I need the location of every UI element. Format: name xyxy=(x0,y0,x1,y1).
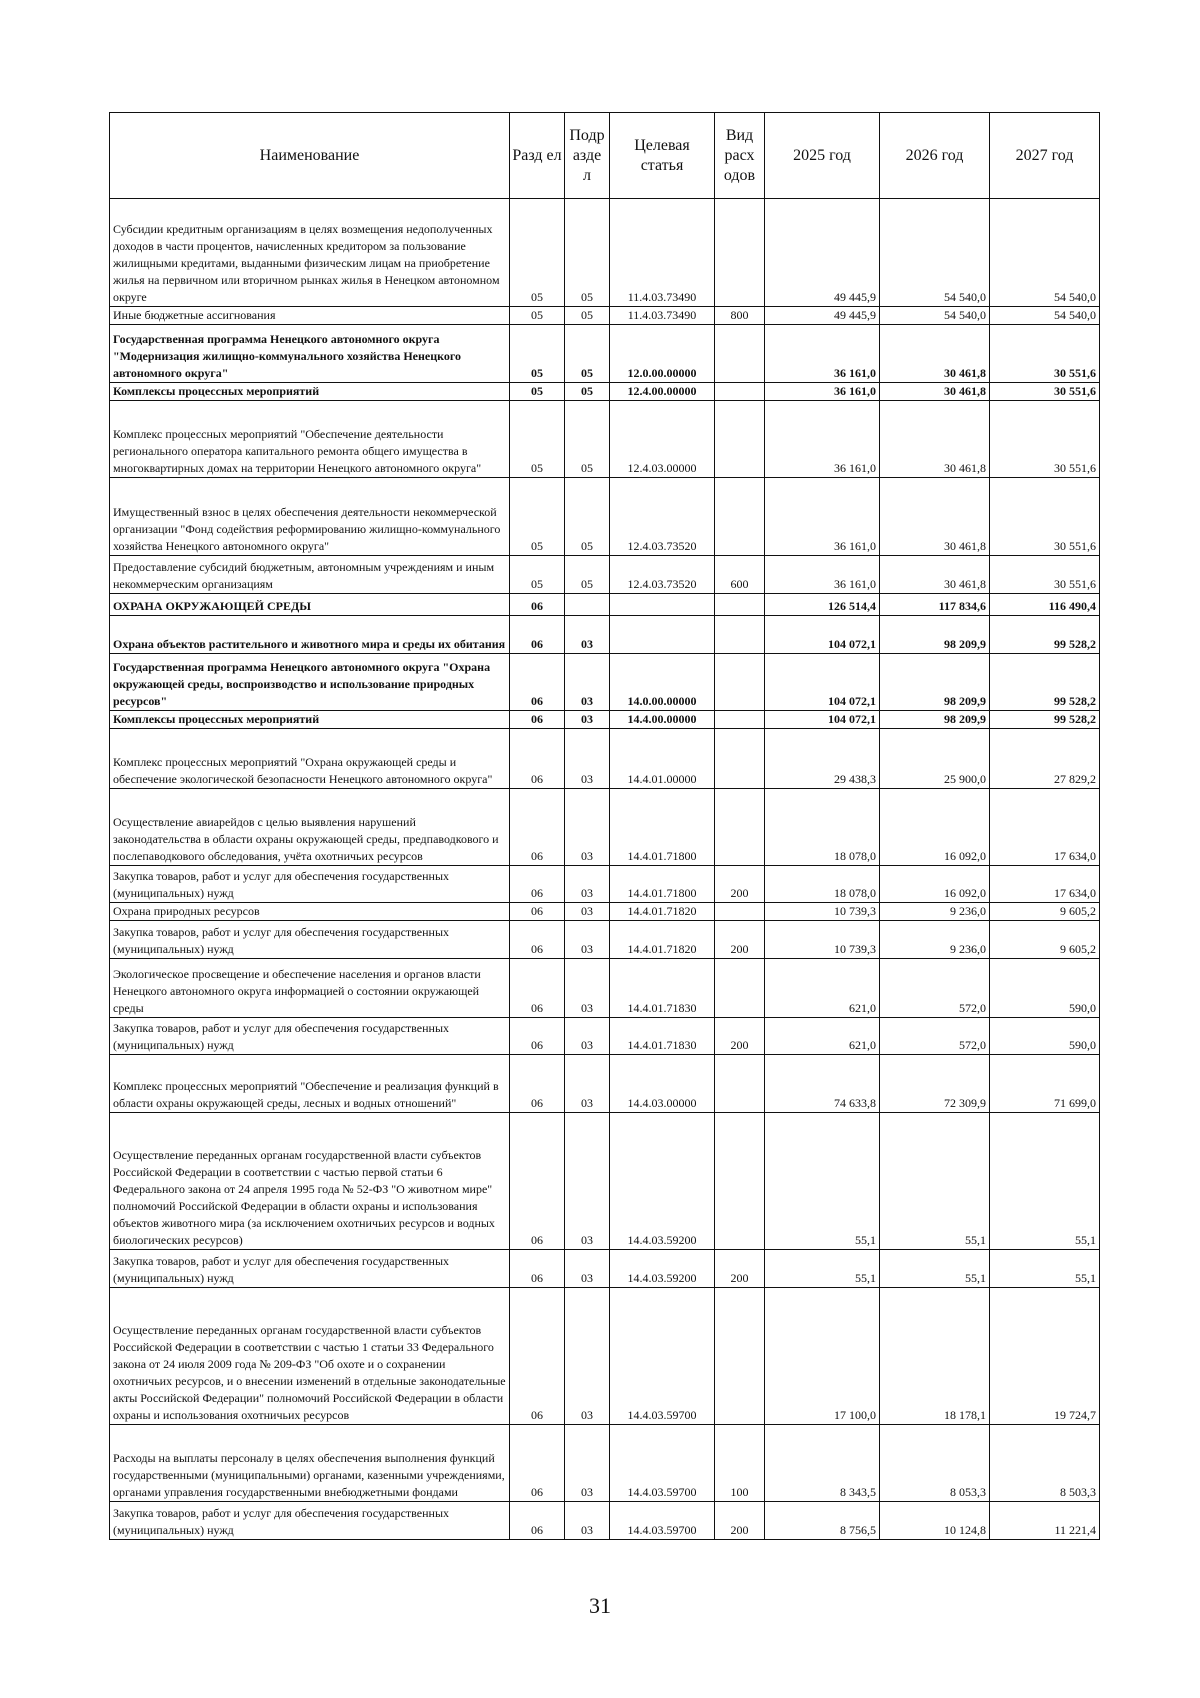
cell-name: Закупка товаров, работ и услуг для обеспечения государственных (муниципальных) нужд xyxy=(110,921,510,959)
cell-2025: 36 161,0 xyxy=(765,478,880,556)
cell-subsection: 05 xyxy=(565,307,610,325)
cell-2027: 30 551,6 xyxy=(990,556,1100,594)
cell-target: 14.4.00.00000 xyxy=(610,711,715,729)
cell-2027: 8 503,3 xyxy=(990,1425,1100,1502)
cell-subsection: 03 xyxy=(565,616,610,654)
cell-target: 14.4.01.71830 xyxy=(610,1018,715,1055)
cell-name: Охрана объектов растительного и животного мира и среды их обитания xyxy=(110,616,510,654)
cell-subsection: 03 xyxy=(565,711,610,729)
cell-2025: 49 445,9 xyxy=(765,307,880,325)
header-section: Разд ел xyxy=(510,113,565,199)
cell-expense-type xyxy=(715,729,765,789)
cell-expense-type xyxy=(715,199,765,307)
budget-table xyxy=(109,112,1100,1540)
cell-2027: 590,0 xyxy=(990,1018,1100,1055)
table-row xyxy=(110,383,1100,401)
cell-subsection: 03 xyxy=(565,1018,610,1055)
table-row xyxy=(110,903,1100,921)
cell-2026: 30 461,8 xyxy=(880,556,990,594)
cell-target: 14.4.03.00000 xyxy=(610,1055,715,1113)
table-row xyxy=(110,1055,1100,1113)
cell-2026: 10 124,8 xyxy=(880,1502,990,1540)
cell-2027: 30 551,6 xyxy=(990,401,1100,478)
cell-2026: 54 540,0 xyxy=(880,199,990,307)
cell-2025: 10 739,3 xyxy=(765,921,880,959)
cell-target: 12.4.03.73520 xyxy=(610,478,715,556)
cell-subsection: 05 xyxy=(565,556,610,594)
cell-expense-type xyxy=(715,903,765,921)
header-expense-type: Вид расх одов xyxy=(715,113,765,199)
cell-2025: 621,0 xyxy=(765,1018,880,1055)
cell-name: Закупка товаров, работ и услуг для обеспечения государственных (муниципальных) нужд xyxy=(110,1018,510,1055)
cell-subsection: 03 xyxy=(565,1425,610,1502)
cell-expense-type xyxy=(715,478,765,556)
cell-2027: 590,0 xyxy=(990,959,1100,1018)
cell-expense-type xyxy=(715,1113,765,1250)
cell-expense-type: 200 xyxy=(715,1250,765,1288)
cell-target: 14.4.03.59200 xyxy=(610,1250,715,1288)
cell-target: 14.0.00.00000 xyxy=(610,654,715,711)
cell-2027: 30 551,6 xyxy=(990,325,1100,383)
cell-section: 05 xyxy=(510,307,565,325)
cell-2025: 10 739,3 xyxy=(765,903,880,921)
cell-2027: 17 634,0 xyxy=(990,866,1100,903)
cell-subsection: 03 xyxy=(565,789,610,866)
table-row xyxy=(110,616,1100,654)
cell-expense-type: 100 xyxy=(715,1425,765,1502)
cell-section: 06 xyxy=(510,594,565,616)
cell-section: 06 xyxy=(510,1425,565,1502)
cell-name: Закупка товаров, работ и услуг для обеспечения государственных (муниципальных) нужд xyxy=(110,866,510,903)
cell-target: 14.4.03.59700 xyxy=(610,1502,715,1540)
cell-section: 05 xyxy=(510,556,565,594)
cell-target: 12.4.03.73520 xyxy=(610,556,715,594)
cell-subsection: 05 xyxy=(565,383,610,401)
cell-2025: 55,1 xyxy=(765,1113,880,1250)
cell-section: 05 xyxy=(510,199,565,307)
cell-expense-type: 200 xyxy=(715,1502,765,1540)
cell-name: Предоставление субсидий бюджетным, автономным учреждениям и иным некоммерческим организациям xyxy=(110,556,510,594)
cell-section: 06 xyxy=(510,711,565,729)
cell-2027: 55,1 xyxy=(990,1113,1100,1250)
cell-expense-type: 200 xyxy=(715,1018,765,1055)
header-2025: 2025 год xyxy=(765,113,880,199)
cell-subsection: 03 xyxy=(565,959,610,1018)
cell-section: 06 xyxy=(510,729,565,789)
cell-target: 11.4.03.73490 xyxy=(610,307,715,325)
cell-subsection: 03 xyxy=(565,1250,610,1288)
header-subsection: Подр азде л xyxy=(565,113,610,199)
cell-section: 06 xyxy=(510,616,565,654)
cell-2026: 98 209,9 xyxy=(880,711,990,729)
cell-2025: 36 161,0 xyxy=(765,383,880,401)
cell-2025: 104 072,1 xyxy=(765,616,880,654)
cell-2025: 8 756,5 xyxy=(765,1502,880,1540)
table-row xyxy=(110,401,1100,478)
cell-2027: 54 540,0 xyxy=(990,199,1100,307)
cell-2026: 55,1 xyxy=(880,1113,990,1250)
cell-2027: 99 528,2 xyxy=(990,616,1100,654)
cell-expense-type xyxy=(715,1055,765,1113)
cell-section: 06 xyxy=(510,1502,565,1540)
cell-2025: 17 100,0 xyxy=(765,1288,880,1425)
header-2026: 2026 год xyxy=(880,113,990,199)
cell-target: 11.4.03.73490 xyxy=(610,199,715,307)
cell-2027: 19 724,7 xyxy=(990,1288,1100,1425)
cell-name: Имущественный взнос в целях обеспечения деятельности некоммерческой организации "Фонд содействия реформированию жилищно-коммунального хозяйства Ненецкого автономного округа" xyxy=(110,478,510,556)
header-2027: 2027 год xyxy=(990,113,1100,199)
cell-2027: 99 528,2 xyxy=(990,711,1100,729)
cell-name: Экологическое просвещение и обеспечение населения и органов власти Ненецкого автономного округа информацией о состоянии окружающей среды xyxy=(110,959,510,1018)
cell-subsection: 03 xyxy=(565,866,610,903)
cell-2027: 27 829,2 xyxy=(990,729,1100,789)
cell-name: Осуществление переданных органам государственной власти субъектов Российской Федерации в соответствии с частью 1 статьи 33 Федерального закона от 24 июля 2009 года № 209-ФЗ "Об охоте и о сохранении охотничьих ресурсов, и о внесении изменений в отдельные законодательные акты Российской Федерации" полномочий Российской Федерации в области охраны и использования охотничьих ресурсов xyxy=(110,1288,510,1425)
cell-2027: 116 490,4 xyxy=(990,594,1100,616)
cell-2026: 30 461,8 xyxy=(880,401,990,478)
cell-2026: 8 053,3 xyxy=(880,1425,990,1502)
table-row xyxy=(110,325,1100,383)
cell-target: 14.4.01.71800 xyxy=(610,866,715,903)
cell-2027: 99 528,2 xyxy=(990,654,1100,711)
cell-expense-type: 200 xyxy=(715,866,765,903)
cell-subsection: 03 xyxy=(565,654,610,711)
cell-2026: 16 092,0 xyxy=(880,789,990,866)
cell-expense-type xyxy=(715,654,765,711)
cell-2025: 18 078,0 xyxy=(765,789,880,866)
cell-section: 06 xyxy=(510,1250,565,1288)
cell-target: 12.4.00.00000 xyxy=(610,383,715,401)
cell-subsection: 03 xyxy=(565,921,610,959)
table-row xyxy=(110,594,1100,616)
cell-name: Осуществление авиарейдов с целью выявления нарушений законодательства в области охраны окружающей среды, предпаводкового и послепаводкового обследования, учёта охотничьих ресурсов xyxy=(110,789,510,866)
cell-2025: 18 078,0 xyxy=(765,866,880,903)
cell-target xyxy=(610,616,715,654)
cell-section: 06 xyxy=(510,903,565,921)
cell-expense-type xyxy=(715,711,765,729)
cell-expense-type xyxy=(715,959,765,1018)
table-row xyxy=(110,1250,1100,1288)
cell-2026: 9 236,0 xyxy=(880,921,990,959)
table-row xyxy=(110,556,1100,594)
cell-2025: 36 161,0 xyxy=(765,325,880,383)
cell-target xyxy=(610,594,715,616)
cell-2026: 30 461,8 xyxy=(880,383,990,401)
cell-target: 12.0.00.00000 xyxy=(610,325,715,383)
cell-expense-type: 600 xyxy=(715,556,765,594)
cell-2025: 74 633,8 xyxy=(765,1055,880,1113)
cell-target: 14.4.03.59700 xyxy=(610,1288,715,1425)
table-row xyxy=(110,1502,1100,1540)
cell-section: 06 xyxy=(510,959,565,1018)
cell-expense-type xyxy=(715,789,765,866)
cell-target: 14.4.01.71830 xyxy=(610,959,715,1018)
cell-section: 06 xyxy=(510,866,565,903)
cell-section: 05 xyxy=(510,325,565,383)
cell-2025: 55,1 xyxy=(765,1250,880,1288)
page-number: 31 xyxy=(589,1593,611,1618)
cell-section: 06 xyxy=(510,921,565,959)
table-row xyxy=(110,654,1100,711)
cell-expense-type xyxy=(715,616,765,654)
cell-subsection: 03 xyxy=(565,1113,610,1250)
cell-2027: 9 605,2 xyxy=(990,903,1100,921)
cell-target: 14.4.01.00000 xyxy=(610,729,715,789)
cell-section: 06 xyxy=(510,789,565,866)
cell-2026: 72 309,9 xyxy=(880,1055,990,1113)
cell-target: 14.4.01.71820 xyxy=(610,903,715,921)
header-target: Целевая статья xyxy=(610,113,715,199)
table-row xyxy=(110,199,1100,307)
cell-name: Субсидии кредитным организациям в целях возмещения недополученных доходов в части процентов, начисленных кредитором за пользование жилищными кредитами, выданными физическим лицам на приобретение жилья на первичном или вторичном рынках жилья в Ненецком автономном округе xyxy=(110,199,510,307)
cell-2026: 98 209,9 xyxy=(880,616,990,654)
cell-2025: 621,0 xyxy=(765,959,880,1018)
cell-name: Комплекс процессных мероприятий "Обеспечение деятельности регионального оператора капитального ремонта общего имущества в многоквартирных домах на территории Ненецкого автономного округа" xyxy=(110,401,510,478)
cell-subsection: 05 xyxy=(565,478,610,556)
cell-2026: 572,0 xyxy=(880,959,990,1018)
cell-subsection: 05 xyxy=(565,199,610,307)
cell-2026: 30 461,8 xyxy=(880,325,990,383)
cell-2026: 572,0 xyxy=(880,1018,990,1055)
cell-2026: 54 540,0 xyxy=(880,307,990,325)
cell-name: Комплекс процессных мероприятий "Охрана окружающей среды и обеспечение экологической безопасности Ненецкого автономного округа" xyxy=(110,729,510,789)
cell-2026: 9 236,0 xyxy=(880,903,990,921)
cell-subsection: 05 xyxy=(565,401,610,478)
cell-2027: 71 699,0 xyxy=(990,1055,1100,1113)
cell-2027: 17 634,0 xyxy=(990,789,1100,866)
cell-expense-type: 200 xyxy=(715,921,765,959)
cell-2026: 18 178,1 xyxy=(880,1288,990,1425)
cell-2027: 54 540,0 xyxy=(990,307,1100,325)
cell-2025: 36 161,0 xyxy=(765,401,880,478)
cell-subsection: 03 xyxy=(565,1055,610,1113)
cell-section: 05 xyxy=(510,401,565,478)
cell-2027: 30 551,6 xyxy=(990,383,1100,401)
cell-2025: 36 161,0 xyxy=(765,556,880,594)
cell-2026: 55,1 xyxy=(880,1250,990,1288)
cell-2027: 11 221,4 xyxy=(990,1502,1100,1540)
cell-2026: 16 092,0 xyxy=(880,866,990,903)
cell-2025: 104 072,1 xyxy=(765,711,880,729)
cell-expense-type xyxy=(715,1288,765,1425)
cell-2025: 8 343,5 xyxy=(765,1425,880,1502)
cell-subsection xyxy=(565,594,610,616)
cell-subsection: 03 xyxy=(565,1288,610,1425)
header-name: Наименование xyxy=(110,113,510,199)
cell-2027: 55,1 xyxy=(990,1250,1100,1288)
cell-subsection: 03 xyxy=(565,903,610,921)
cell-section: 06 xyxy=(510,1288,565,1425)
cell-2026: 98 209,9 xyxy=(880,654,990,711)
table-row xyxy=(110,959,1100,1018)
cell-name: Охрана природных ресурсов xyxy=(110,903,510,921)
table-row xyxy=(110,478,1100,556)
cell-2025: 29 438,3 xyxy=(765,729,880,789)
table-row xyxy=(110,307,1100,325)
cell-section: 06 xyxy=(510,1113,565,1250)
cell-name: Комплексы процессных мероприятий xyxy=(110,711,510,729)
cell-section: 05 xyxy=(510,478,565,556)
cell-2025: 49 445,9 xyxy=(765,199,880,307)
cell-section: 06 xyxy=(510,1055,565,1113)
cell-section: 06 xyxy=(510,654,565,711)
cell-expense-type: 800 xyxy=(715,307,765,325)
cell-2025: 126 514,4 xyxy=(765,594,880,616)
table-header-row xyxy=(110,113,1100,199)
cell-subsection: 03 xyxy=(565,729,610,789)
cell-2027: 9 605,2 xyxy=(990,921,1100,959)
cell-name: Государственная программа Ненецкого автономного округа "Модернизация жилищно-коммунального хозяйства Ненецкого автономного округа" xyxy=(110,325,510,383)
cell-name: Иные бюджетные ассигнования xyxy=(110,307,510,325)
cell-2026: 30 461,8 xyxy=(880,478,990,556)
cell-2026: 117 834,6 xyxy=(880,594,990,616)
cell-name: Государственная программа Ненецкого автономного округа "Охрана окружающей среды, воспроизводство и использование природных ресурсов" xyxy=(110,654,510,711)
cell-2026: 25 900,0 xyxy=(880,729,990,789)
cell-expense-type xyxy=(715,401,765,478)
cell-subsection: 05 xyxy=(565,325,610,383)
table-row xyxy=(110,1113,1100,1250)
table-row xyxy=(110,921,1100,959)
table-row xyxy=(110,1018,1100,1055)
cell-name: Осуществление переданных органам государственной власти субъектов Российской Федерации в соответствии с частью первой статьи 6 Федерального закона от 24 апреля 1995 года № 52-ФЗ "О животном мире" полномочий Российской Федерации в области охраны и использования объектов животного мира (за исключением охотничьих ресурсов и водных биологических ресурсов) xyxy=(110,1113,510,1250)
table-row xyxy=(110,866,1100,903)
cell-section: 06 xyxy=(510,1018,565,1055)
cell-name: Комплекс процессных мероприятий "Обеспечение и реализация функций в области охраны окружающей среды, лесных и водных отношений" xyxy=(110,1055,510,1113)
table-row xyxy=(110,729,1100,789)
cell-target: 14.4.01.71820 xyxy=(610,921,715,959)
cell-expense-type xyxy=(715,325,765,383)
cell-subsection: 03 xyxy=(565,1502,610,1540)
cell-2027: 30 551,6 xyxy=(990,478,1100,556)
cell-target: 14.4.03.59700 xyxy=(610,1425,715,1502)
cell-name: ОХРАНА ОКРУЖАЮЩЕЙ СРЕДЫ xyxy=(110,594,510,616)
cell-section: 05 xyxy=(510,383,565,401)
cell-2025: 104 072,1 xyxy=(765,654,880,711)
table-row xyxy=(110,1425,1100,1502)
cell-target: 12.4.03.00000 xyxy=(610,401,715,478)
cell-target: 14.4.03.59200 xyxy=(610,1113,715,1250)
cell-target: 14.4.01.71800 xyxy=(610,789,715,866)
table-row xyxy=(110,1288,1100,1425)
cell-name: Закупка товаров, работ и услуг для обеспечения государственных (муниципальных) нужд xyxy=(110,1502,510,1540)
cell-expense-type xyxy=(715,594,765,616)
cell-name: Комплексы процессных мероприятий xyxy=(110,383,510,401)
cell-name: Расходы на выплаты персоналу в целях обеспечения выполнения функций государственными (муниципальными) органами, казенными учреждениями, органами управления государственными внебюджетными фондами xyxy=(110,1425,510,1502)
cell-expense-type xyxy=(715,383,765,401)
table-row xyxy=(110,711,1100,729)
cell-name: Закупка товаров, работ и услуг для обеспечения государственных (муниципальных) нужд xyxy=(110,1250,510,1288)
table-row xyxy=(110,789,1100,866)
